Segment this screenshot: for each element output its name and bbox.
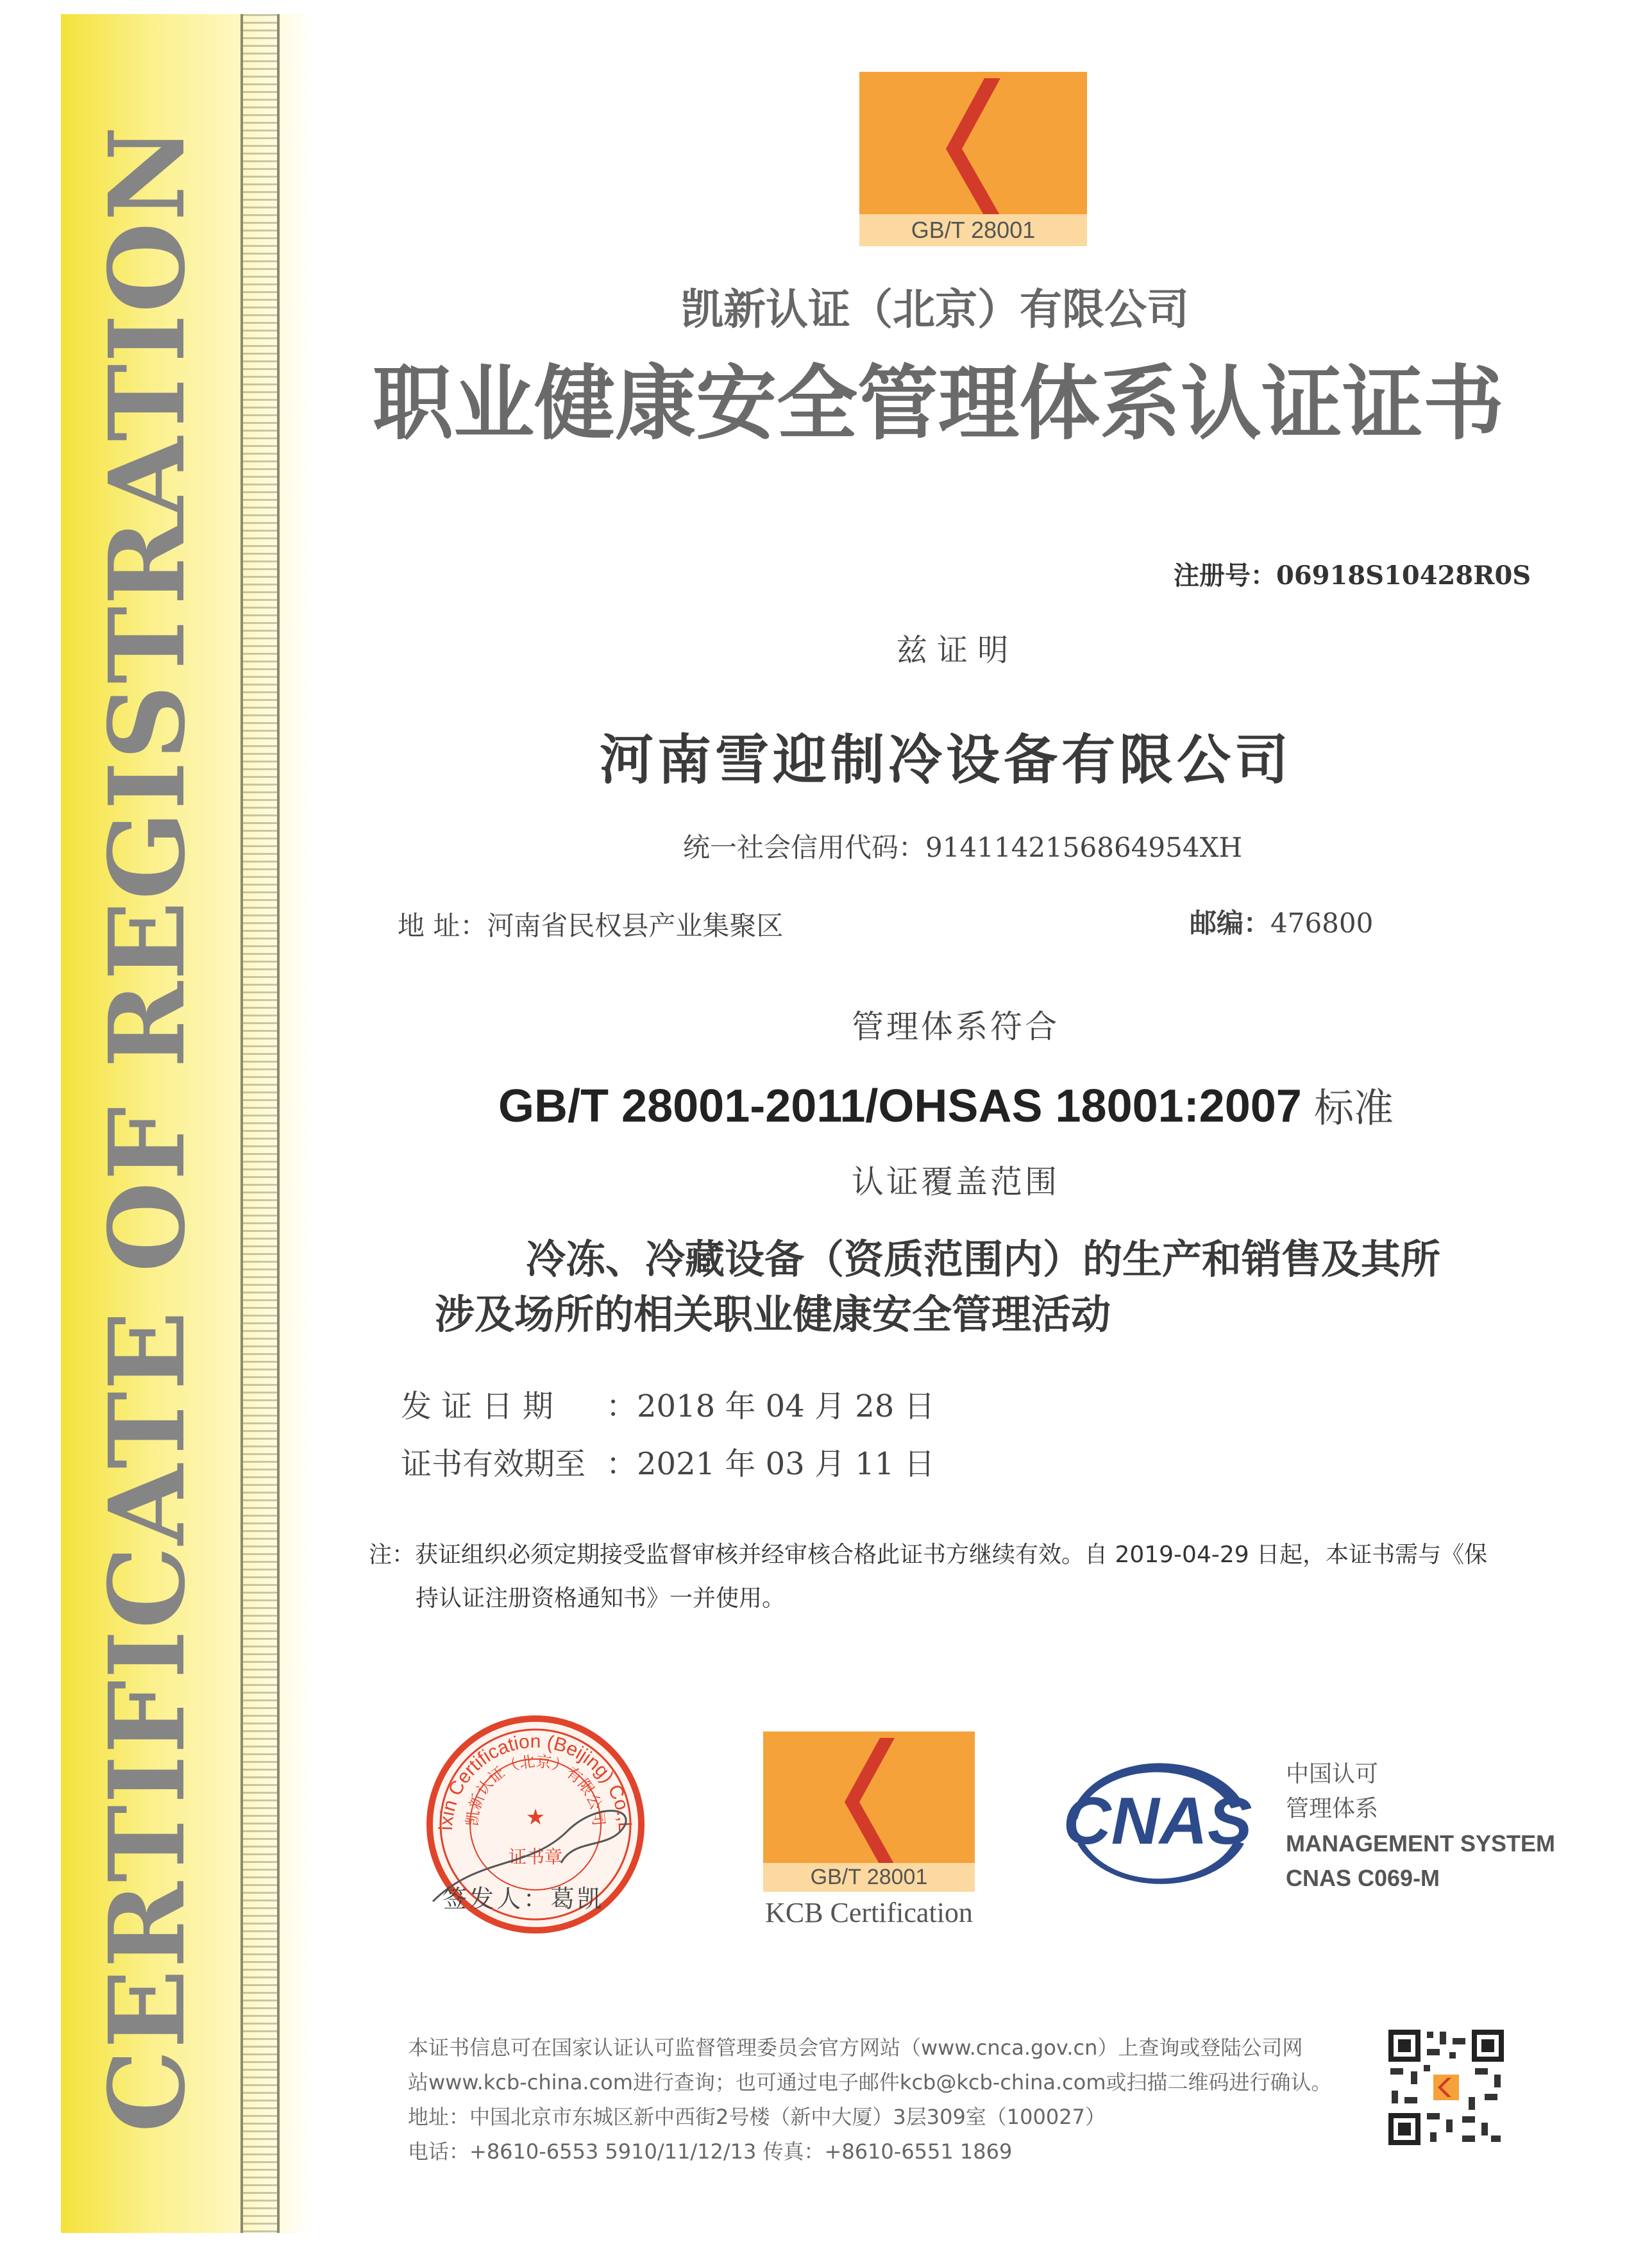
conforms-text: 管理体系符合 bbox=[852, 1008, 1059, 1045]
cnas-line-3: MANAGEMENT SYSTEM bbox=[1286, 1830, 1556, 1857]
top-logo-label: GB/T 28001 bbox=[911, 217, 1036, 243]
certify-text: 兹 证 明 bbox=[896, 632, 1009, 668]
standard-suffix: 标准 bbox=[1313, 1084, 1394, 1131]
qr-code[interactable] bbox=[1385, 2026, 1507, 2148]
footer-line-4: 电话：+8610-6553 5910/11/12/13 传真：+8610-6551 1869 bbox=[408, 2139, 1013, 2164]
registration-value: 06918S10428R0S bbox=[1276, 560, 1531, 591]
valid-until-label: 证书有效期至 bbox=[401, 1446, 586, 1482]
postcode bbox=[1190, 904, 1373, 943]
postcode-label: 邮编： bbox=[1190, 907, 1271, 939]
qr-code-icon bbox=[1385, 2026, 1507, 2148]
band-rail-line bbox=[240, 14, 243, 2233]
company-name: 河南雪迎制冷设备有限公司 bbox=[599, 729, 1292, 791]
cnas-logo bbox=[1052, 1748, 1263, 1908]
seal-inner-text: 凯新认证（北京）有限公司 bbox=[463, 1752, 608, 1827]
address-label: 地 址： bbox=[398, 910, 487, 941]
credit-code bbox=[683, 829, 1242, 867]
issue-date-value: ：2018 年 04 月 28 日 bbox=[606, 1388, 935, 1424]
seal-outer-text: ixin Certification (Beijing) Co.,L bbox=[435, 1730, 636, 1833]
scope-line-1: 冷冻、冷藏设备（资质范围内）的生产和销售及其所 bbox=[526, 1236, 1441, 1283]
note-line-1: 注：获证组织必须定期接受监督审核并经审核合格此证书方继续有效。自 2019-04-29 日起，本证书需与《保 bbox=[369, 1542, 1488, 1568]
certificate-title: 职业健康安全管理体系认证证书 bbox=[373, 357, 1504, 451]
standard-code: GB/T 28001-2011/OHSAS 18001:2007 bbox=[498, 1081, 1302, 1132]
address bbox=[398, 907, 783, 945]
valid-until-value: ：2021 年 03 月 11 日 bbox=[606, 1446, 935, 1482]
seal-center-text: 证书章 bbox=[508, 1846, 563, 1867]
footer-line-1: 本证书信息可在国家认证认可监督管理委员会官方网站（www.cnca.gov.cn）上查询或登陆公司网 bbox=[408, 2035, 1303, 2060]
top-logo bbox=[859, 72, 1087, 246]
footer-line-3: 地址：中国北京市东城区新中西街2号楼（新中大厦）3层309室（100027） bbox=[408, 2105, 1106, 2129]
standard bbox=[385, 1074, 1507, 1150]
credit-code-label: 统一社会信用代码： bbox=[683, 832, 926, 863]
cnas-line-2: 管理体系 bbox=[1286, 1796, 1379, 1822]
cnas-line-4: CNAS C069-M bbox=[1286, 1865, 1440, 1891]
band-rail-line bbox=[277, 14, 280, 2233]
cnas-mark-text: CNAS bbox=[1063, 1784, 1252, 1858]
scope-title: 认证覆盖范围 bbox=[852, 1163, 1059, 1200]
postcode-value: 476800 bbox=[1270, 907, 1374, 939]
address-value: 河南省民权县产业集聚区 bbox=[487, 910, 784, 941]
bottom-logo-caption: KCB Certification bbox=[765, 1897, 973, 1928]
bottom-logo bbox=[763, 1731, 975, 1892]
footer-line-2: 站www.kcb-china.com进行查询；也可通过电子邮件kcb@kcb-china.com或扫描二维码进行确认。 bbox=[408, 2070, 1332, 2094]
signer: 签发人：葛凯 bbox=[442, 1885, 605, 1913]
note-line-2: 持认证注册资格通知书》一并使用。 bbox=[416, 1585, 786, 1612]
band-title: CERTIFICATE OF REGISTRATION bbox=[87, 124, 208, 2133]
scope-line-2: 涉及场所的相关职业健康安全管理活动 bbox=[435, 1291, 1111, 1338]
bottom-logo-label: GB/T 28001 bbox=[810, 1865, 928, 1889]
registration-label: 注册号： bbox=[1174, 561, 1276, 591]
band-rail-pattern bbox=[240, 14, 279, 2233]
issue-date-label: 发 证 日 期 bbox=[401, 1388, 553, 1424]
cnas-line-1: 中国认可 bbox=[1286, 1761, 1379, 1787]
registration-number bbox=[1174, 558, 1531, 594]
issuer-name: 凯新认证（北京）有限公司 bbox=[681, 285, 1189, 334]
credit-code-value: 9141142156864954XH bbox=[925, 832, 1243, 863]
svg-text:★: ★ bbox=[525, 1805, 546, 1830]
cnas-mark-icon bbox=[1052, 1748, 1263, 1908]
